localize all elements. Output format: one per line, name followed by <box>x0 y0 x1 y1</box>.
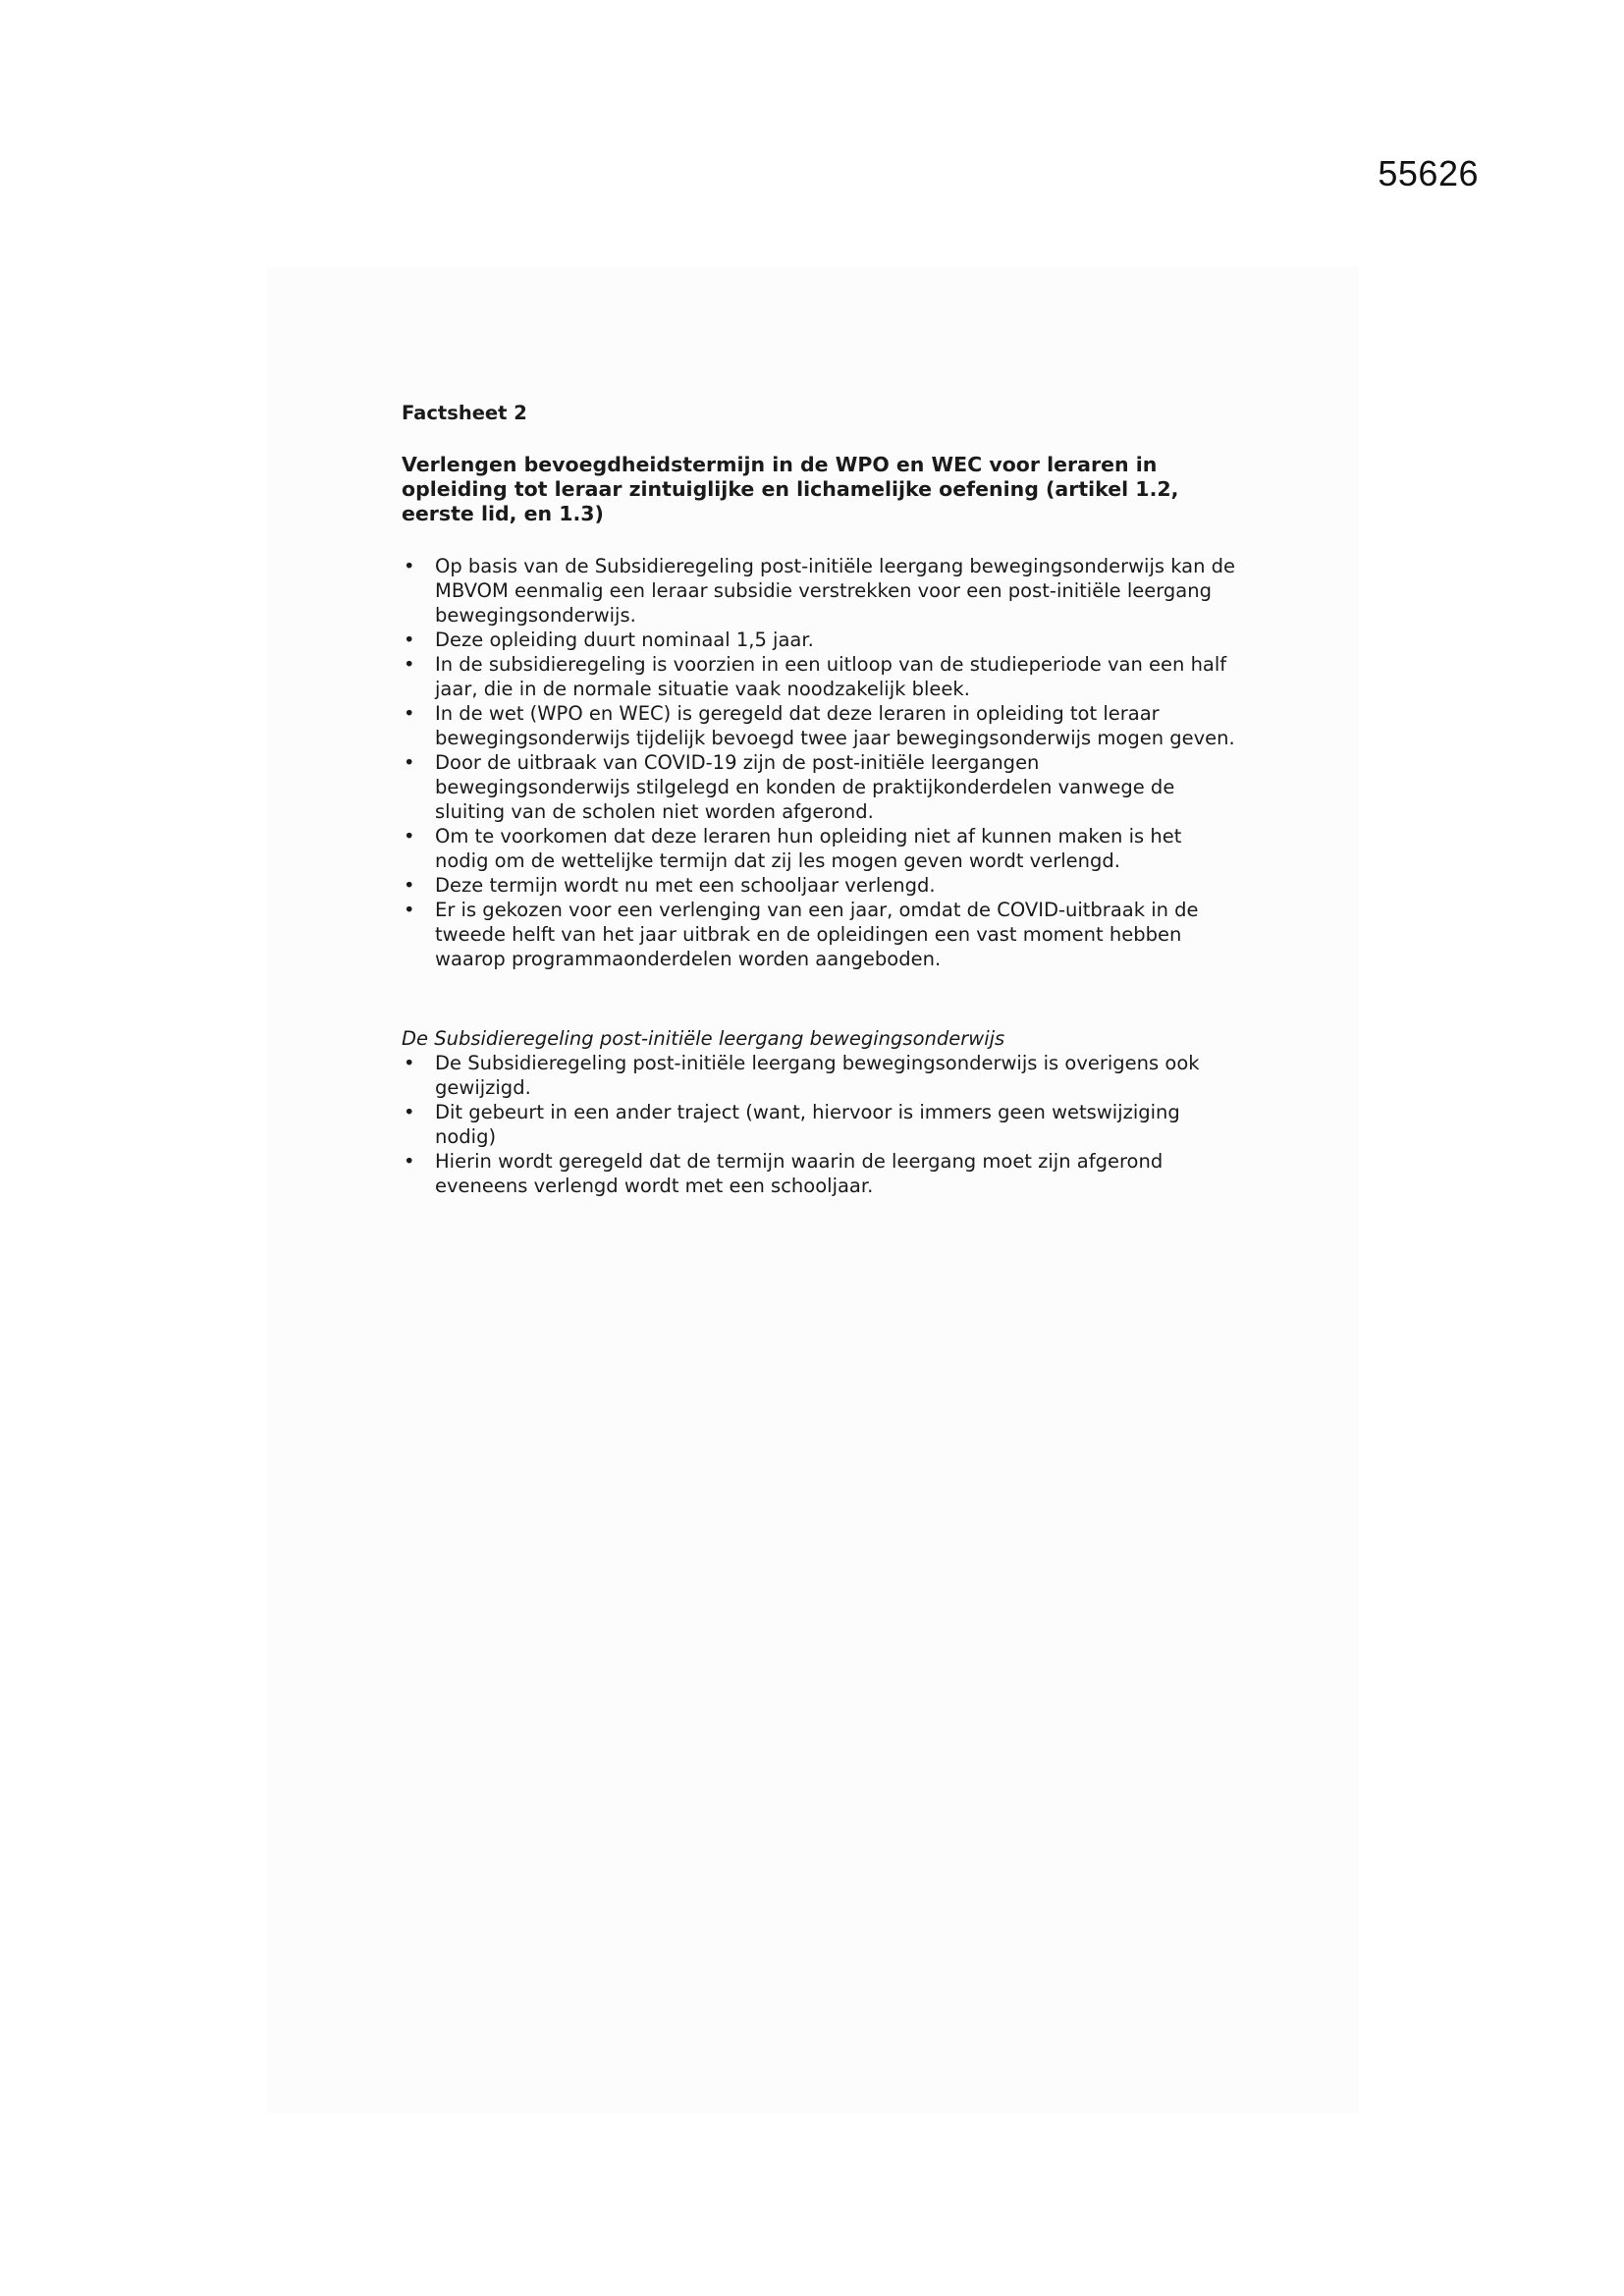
bullet-icon: • <box>404 653 415 676</box>
list-item <box>402 1100 1236 1149</box>
list-item <box>402 652 1236 701</box>
factsheet-label: Factsheet 2 <box>402 402 527 424</box>
list-item-text: Om te voorkomen dat deze leraren hun opleiding niet af kunnen maken is het nodig om de wettelijke termijn dat zij les mogen geven wordt verlengd. <box>435 825 1182 872</box>
main-bullet-list <box>402 554 1236 971</box>
list-item-text: Door de uitbraak van COVID-19 zijn de post-initiële leergangen bewegingsonderwijs stilgelegd en konden de praktijkonderdelen vanwege de sluiting van de scholen niet worden afgerond. <box>435 751 1175 823</box>
bullet-icon: • <box>404 702 415 725</box>
list-item <box>402 701 1236 750</box>
list-item-text: Dit gebeurt in een ander traject (want, hiervoor is immers geen wetswijziging nodig) <box>435 1101 1180 1148</box>
list-item <box>402 898 1236 971</box>
list-item <box>402 628 1236 652</box>
bullet-icon: • <box>404 899 415 921</box>
bullet-icon: • <box>404 1150 415 1173</box>
list-item-text: In de wet (WPO en WEC) is geregeld dat deze leraren in opleiding tot leraar bewegingsonderwijs tijdelijk bevoegd twee jaar bewegingsonderwijs mogen geven. <box>435 702 1235 749</box>
list-item-text: In de subsidieregeling is voorzien in een uitloop van de studieperiode van een half jaar, die in de normale situatie vaak noodzakelijk bleek. <box>435 653 1227 700</box>
factsheet-content <box>402 401 1236 1198</box>
list-item-text: Er is gekozen voor een verlenging van een jaar, omdat de COVID-uitbraak in de tweede helft van het jaar uitbrak en de opleidingen een vast moment hebben waarop programmaonderdelen worden aangeboden. <box>435 899 1199 970</box>
list-item <box>402 824 1236 873</box>
list-item <box>402 750 1236 824</box>
bullet-icon: • <box>404 825 415 847</box>
bullet-icon: • <box>404 555 415 577</box>
list-item <box>402 1149 1236 1198</box>
list-item <box>402 1051 1236 1100</box>
list-item-text: Deze termijn wordt nu met een schooljaar verlengd. <box>435 874 936 897</box>
list-item-text: Op basis van de Subsidieregeling post-initiële leergang bewegingsonderwijs kan de MBVOM eenmalig een leraar subsidie verstrekken voor een post-initiële leergang bewegingsonderwijs. <box>435 555 1236 627</box>
bullet-icon: • <box>404 629 415 651</box>
bullet-icon: • <box>404 1101 415 1123</box>
page-number: 55626 <box>1378 153 1479 193</box>
list-item <box>402 873 1236 898</box>
list-item-text: Hierin wordt geregeld dat de termijn waarin de leergang moet zijn afgerond eveneens verlengd wordt met een schooljaar. <box>435 1150 1164 1197</box>
list-item <box>402 554 1236 628</box>
factsheet-title: Verlengen bevoegdheidstermijn in de WPO en WEC voor leraren in opleiding tot leraar zintuiglijke en lichamelijke oefening (artikel 1.2, eerste lid, en 1.3) <box>402 453 1179 525</box>
list-item-text: De Subsidieregeling post-initiële leergang bewegingsonderwijs is overigens ook gewijzigd. <box>435 1052 1200 1099</box>
section-bullet-list <box>402 1051 1236 1198</box>
list-item-text: Deze opleiding duurt nominaal 1,5 jaar. <box>435 629 814 651</box>
bullet-icon: • <box>404 1052 415 1074</box>
bullet-icon: • <box>404 751 415 774</box>
section-heading: De Subsidieregeling post-initiële leergang bewegingsonderwijs <box>402 1027 1005 1050</box>
bullet-icon: • <box>404 874 415 897</box>
